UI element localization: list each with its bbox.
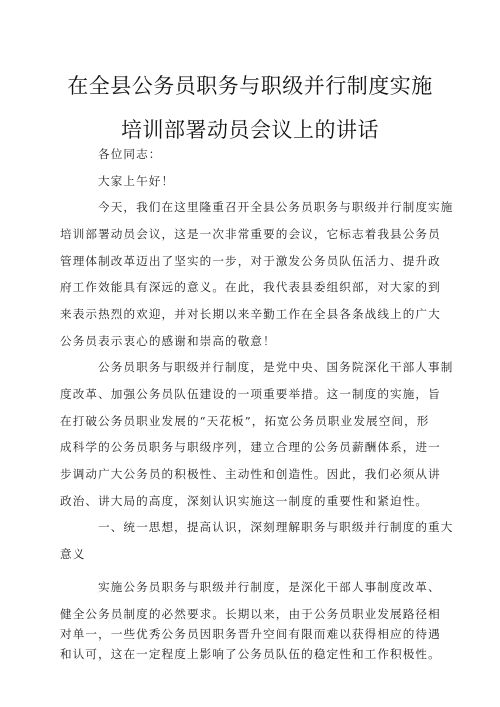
paragraph-line: 来表示热烈的欢迎，并对长期以来辛勤工作在全县各条战线上的广大 [60,307,441,321]
paragraph-line: 培训部署动员会议，这是一次非常重要的会议，它标志着我县公务员 [60,227,441,241]
section-heading: 意义 [60,547,86,561]
paragraph-line: 今天，我们在这里隆重召开全县公务员职务与职级并行制度实施 [98,200,454,214]
document-body [60,0,454,707]
document-title-line-2: 培训部署动员会议上的讲话 [121,118,379,142]
paragraph-line: 府工作效能具有深远的意义。在此，我代表县委组织部，对大家的到 [60,280,441,294]
salutation: 各位同志： [98,147,162,161]
paragraph-line: 管理体制改革迈出了坚实的一步，对于激发公务员队伍活力、提升政 [60,254,441,268]
paragraph-line: 实施公务员职务与职级并行制度，是深化干部人事制度改革、 [98,580,441,594]
paragraph-line: 度改革、加强公务员队伍建设的一项重要举措。这一制度的实施，旨 [60,387,441,401]
paragraph-line: 公务员职务与职级并行制度，是党中央、国务院深化干部人事制 [98,360,454,374]
greeting: 大家上午好！ [98,174,175,188]
paragraph-line: 步调动广大公务员的积极性、主动性和创造性。因此，我们必须从讲 [60,467,441,481]
section-heading: 一、统一思想，提高认识，深刻理解职务与职级并行制度的重大 [98,520,454,534]
paragraph-line: 公务员表示衷心的感谢和崇高的敬意！ [60,334,276,348]
paragraph-line: 政治、讲大局的高度，深刻认识实施这一制度的重要性和紧迫性。 [60,494,429,508]
paragraph-line: 对单一，一些优秀公务员因职务晋升空间有限而难以获得相应的待遇 [60,627,441,641]
paragraph-line: 在打破公务员职业发展的“天花板”，拓宽公务员职业发展空间，形 [60,414,430,428]
document-title-line-1: 在全县公务员职务与职级并行制度实施 [67,74,433,98]
paragraph-line: 健全公务员制度的必然要求。长期以来，由于公务员职业发展路径相 [60,607,441,621]
paragraph-line: 成科学的公务员职务与职级序列，建立合理的公务员薪酬体系，进一 [60,440,441,454]
paragraph-line: 和认可，这在一定程度上影响了公务员队伍的稳定性和工作积极性。 [60,647,441,661]
